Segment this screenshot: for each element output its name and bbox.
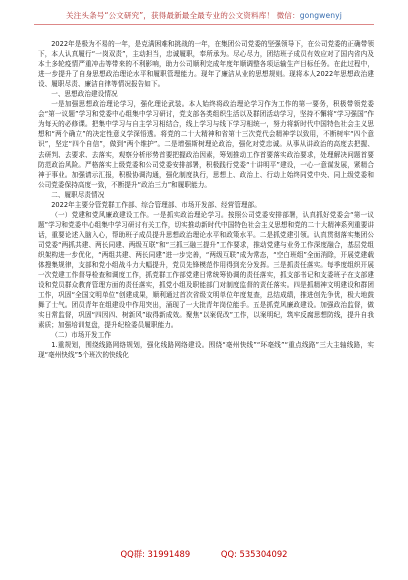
page-footer [0,548,408,568]
wechat-id: gongwenyj [299,11,342,20]
party-building-paragraph: （一）党建和党风廉政建设工作。一是抓实政治理论学习。按照公司党委安排部署，认真抓好党委会“第一议题”学习和党委中心组集中学习研讨有关工作，切实推动新时代中国特色社会主义思想和党的二十大精神系列重要讲话，重要论述入脑入心，帮助班子成员提升思想政治理论水平和政策水平。二是抓党建引领。认真贯彻落实集团公司党委“两抓共建、两长同建、两级互联”和“三抓三融三提升”工作要求，推动党建与业务工作深度融合，基层党组织架构进一步优化，“两组共建、两长同建”进一步完善，“两级互联”成为常态，“空白班组”全面消除，开展党建载体搜集规律，支部和党小组战斗力大幅提升，党员先锋模范作用得到充分发挥。三是抓责任落实。每季度组织开展一次党建工作督导检查和调度工作，抓党群工作部党建日常统筹协调的责任落实，抓支部书记和支委班子在支部建设和党员群众教育管理方面的责任落实，抓党小组及职能部门对制度监督的责任落实。四是抓精神文明建设和群团工作，巩固“全国文明单位”创建成果，顺利通过首次省级文明单位年度复查，总结成绩，推进创先争优，极大地鼓舞了士气。团员青年在组建设中作用突出，涌现了一大批青年岗位能手。五是抓党风廉政建设。加强政治监督，做实日常监督，巩固“四因四、树新风”取得新成效。聚焦“以案促改”工作，以案明纪，筑牢反腐思想防线，提升自我素质；加强培训复盘，提升纪检委员履职能力。 [38,210,374,330]
header-divider [34,24,374,25]
document-body [38,39,374,544]
section-heading-duties: 二、履职尽责情况 [51,190,105,199]
footer-qq: QQ: 535304092 [220,549,288,559]
subsection-heading-market: （二）市场开发工作 [51,331,111,340]
page-header [0,0,408,30]
section-heading-political: 一、思想政治建设情况 [51,90,118,99]
header-promo-text: 关注头条号“公文研究”，获得最新最全最专业的公文资料库！ 微信：gongwenyj [65,11,342,20]
market-paragraph: 1.重规划，围绕线路网络规划，强化线路网络建设。围绕“亳州快线”“环亳线”“重点线路”三大主轴线路，实现“亳州快线”5个班次的快线化 [38,341,374,360]
footer-qq-group: QQ群: 31991489 [120,549,191,559]
duties-intro-paragraph: 2022年主要分管党群工作部、综合管理部、市场开发部、经营管理部。 [51,200,261,209]
intro-paragraph: 2022年是极为不易的一年，是克满困难和挑战的一年，在集团公司党委的坚强领导下，在公司党委的正确带领下，本人认真履行“一岗双责”，主动担当，忠诚履职，奉所承为。尽心尽力，团结班子成员有效应对了国内省内及本土多轮疫情严重冲击等带来的不利影响，助力公司顺利完成年度年顺调整各项运输生产目标任务。在此过程中，进一步提升了自身思想政治理论水平和履职管理能力。现年了廉洁从业的思想规则。现将本人2022年思想政治建设、履职尽责、廉洁自律等情况报告如下。 [38,40,374,89]
political-paragraph: 一是加强思想政治理论学习，强化理论武装。本人始终将政治理论学习作为工作的第一要务，积极带领党委会“第一议题”学习和党委中心组集中学习研讨，党支部各类组织生活以及群团活动学习，坚持不懈将“学习强国”作为每天的必修课。把集中学习与自主学习相结合，线上学习与线下学习相统一，努力将新时代中国特色社会主义思想和“两个确立”的决定性意义学深悟透。将党的二十大精神和省第十三次党代会精神学以致用，不断树牢“四个意识”，坚定“四个自信”，做到“两个维护”。二是增强斯树理论政治，强化对党忠诚。从事从讲政治的高度去把握、去研判、去要求、去落实，观察分析形势首要把握政治因素，筹划推动工作首要落实政治要求，处理解决问题首要防范政治风险。严格落实上级党委和公司党委安排部署，积极践行党委“十讲明平”建设，一心一意谋发展，紧精合神于事业。加强请示汇报，积极协调沟通，强化制度执行，思想上、政治上、行动上始终同党中央、同上级党委和公司党委保持高度一致，不断提升“政治三力”和履职能力。 [38,100,374,189]
